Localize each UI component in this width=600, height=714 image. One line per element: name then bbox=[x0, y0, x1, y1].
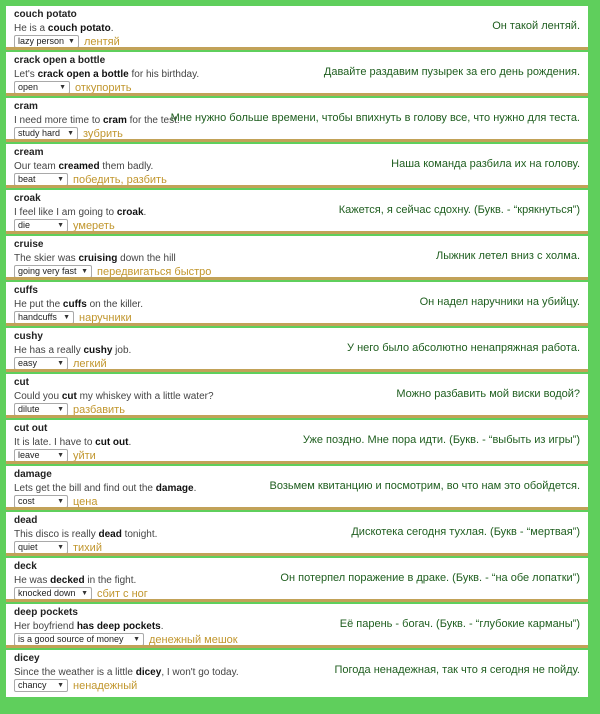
meaning-select[interactable] bbox=[14, 173, 68, 186]
answer-row bbox=[14, 541, 102, 554]
answer-row bbox=[14, 633, 238, 646]
dropdown-arrow-icon: ▼ bbox=[133, 636, 140, 643]
russian-gloss: денежный мешок bbox=[149, 633, 238, 646]
term-heading: cuffs bbox=[14, 285, 38, 296]
dropdown-arrow-icon: ▼ bbox=[63, 314, 70, 321]
meaning-select-value: beat bbox=[18, 174, 36, 184]
russian-gloss: легкий bbox=[73, 357, 107, 370]
sentence-text: This disco is really bbox=[14, 529, 99, 540]
sentence-translation: Он надел наручники на убийцу. bbox=[419, 296, 580, 308]
answer-row bbox=[14, 265, 211, 278]
highlighted-term: creamed bbox=[58, 161, 100, 172]
vocab-card bbox=[6, 512, 588, 556]
sentence-text: He is a bbox=[14, 23, 48, 34]
sentence-text: I feel like I am going to bbox=[14, 207, 117, 218]
example-sentence bbox=[14, 23, 113, 34]
sentence-text: my whiskey with a little water? bbox=[76, 391, 214, 402]
example-sentence bbox=[14, 69, 199, 80]
highlighted-term: cuffs bbox=[62, 299, 87, 310]
sentence-translation: Уже поздно. Мне пора идти. (Букв. - “выбыть из игры”) bbox=[302, 434, 580, 446]
vocab-card bbox=[6, 236, 588, 280]
dropdown-arrow-icon: ▼ bbox=[57, 406, 64, 413]
russian-gloss: умереть bbox=[73, 219, 115, 232]
sentence-text: . bbox=[160, 621, 164, 632]
meaning-select-value: die bbox=[18, 220, 31, 230]
term-heading: crack open a bottle bbox=[14, 55, 106, 66]
sentence-text: I need more time to bbox=[14, 115, 103, 126]
vocab-card bbox=[6, 604, 588, 648]
sentence-translation: Возьмем квитанцию и посмотрим, во что нам это обойдется. bbox=[269, 480, 580, 492]
sentence-translation: Можно разбавить мой виски водой? bbox=[396, 388, 580, 400]
highlighted-term: croak bbox=[116, 207, 144, 218]
answer-row bbox=[14, 679, 137, 692]
term-heading: couch potato bbox=[14, 9, 77, 20]
meaning-select[interactable] bbox=[14, 265, 92, 278]
russian-gloss: ненадежный bbox=[73, 679, 138, 692]
example-sentence bbox=[14, 299, 143, 310]
answer-row bbox=[14, 587, 148, 600]
highlighted-term: dicey bbox=[135, 667, 162, 678]
sentence-text: them badly. bbox=[99, 161, 154, 172]
meaning-select[interactable] bbox=[14, 35, 79, 48]
sentence-translation: Он такой лентяй. bbox=[492, 20, 580, 32]
meaning-select[interactable] bbox=[14, 449, 68, 462]
vocab-card bbox=[6, 328, 588, 372]
example-sentence bbox=[14, 667, 239, 678]
russian-gloss: зубрить bbox=[83, 127, 123, 140]
term-heading: cram bbox=[14, 101, 38, 112]
meaning-select-value: quiet bbox=[18, 542, 38, 552]
meaning-select-value: open bbox=[18, 82, 39, 92]
sentence-text: down the hill bbox=[117, 253, 176, 264]
vocab-card bbox=[6, 98, 588, 142]
meaning-select[interactable] bbox=[14, 357, 68, 370]
highlighted-term: cut bbox=[61, 391, 77, 402]
vocab-card bbox=[6, 144, 588, 188]
dropdown-arrow-icon: ▼ bbox=[57, 544, 64, 551]
russian-gloss: тихий bbox=[73, 541, 102, 554]
vocab-card bbox=[6, 466, 588, 510]
term-heading: dicey bbox=[14, 653, 40, 664]
sentence-text: He put the bbox=[14, 299, 63, 310]
answer-row bbox=[14, 219, 115, 232]
example-sentence bbox=[14, 621, 164, 632]
term-heading: deck bbox=[14, 561, 37, 572]
example-sentence bbox=[14, 575, 136, 586]
term-heading: cut bbox=[14, 377, 29, 388]
vocab-card bbox=[6, 374, 588, 418]
example-sentence bbox=[14, 207, 146, 218]
highlighted-term: damage bbox=[155, 483, 194, 494]
sentence-translation: Дискотека сегодня тухлая. (Букв - “мертвая”) bbox=[351, 526, 580, 538]
sentence-text: tonight. bbox=[121, 529, 158, 540]
meaning-select-value: study hard bbox=[18, 128, 61, 138]
russian-gloss: откупорить bbox=[75, 81, 132, 94]
russian-gloss: сбит с ног bbox=[97, 587, 148, 600]
meaning-select[interactable] bbox=[14, 541, 68, 554]
term-heading: cruise bbox=[14, 239, 44, 250]
sentence-text: Lets get the bill and find out the bbox=[14, 483, 156, 494]
sentence-translation: Давайте раздавим пузырек за его день рождения. bbox=[323, 66, 580, 78]
term-heading: deep pockets bbox=[14, 607, 78, 618]
sentence-translation: Её парень - богач. (Букв. - “глубокие карманы”) bbox=[339, 618, 580, 630]
term-heading: croak bbox=[14, 193, 41, 204]
term-heading: dead bbox=[14, 515, 38, 526]
dropdown-arrow-icon: ▼ bbox=[81, 590, 88, 597]
sentence-text: Could you bbox=[14, 391, 62, 402]
meaning-select[interactable] bbox=[14, 81, 70, 94]
sentence-text: . bbox=[143, 207, 147, 218]
vocab-card bbox=[6, 650, 588, 697]
russian-gloss: разбавить bbox=[73, 403, 125, 416]
answer-row bbox=[14, 35, 120, 48]
sentence-text: job. bbox=[112, 345, 132, 356]
answer-row bbox=[14, 311, 132, 324]
meaning-select[interactable] bbox=[14, 219, 68, 232]
answer-row bbox=[14, 357, 107, 370]
sentence-translation: Лыжник летел вниз с холма. bbox=[435, 250, 580, 262]
example-sentence bbox=[14, 115, 180, 126]
dropdown-arrow-icon: ▼ bbox=[67, 130, 74, 137]
meaning-select[interactable] bbox=[14, 403, 68, 416]
sentence-translation: Он потерпел поражение в драке. (Букв. - “на обе лопатки”) bbox=[280, 572, 580, 584]
meaning-select[interactable] bbox=[14, 679, 68, 692]
sentence-text: Let's bbox=[14, 69, 38, 80]
answer-row bbox=[14, 81, 131, 94]
sentence-text: . bbox=[110, 23, 114, 34]
russian-gloss: наручники bbox=[79, 311, 132, 324]
answer-row bbox=[14, 495, 98, 508]
dropdown-arrow-icon: ▼ bbox=[59, 84, 66, 91]
russian-gloss: лентяй bbox=[83, 35, 120, 48]
dropdown-arrow-icon: ▼ bbox=[68, 38, 75, 45]
vocab-card bbox=[6, 558, 588, 602]
russian-gloss: победить, разбить bbox=[73, 173, 167, 186]
dropdown-arrow-icon: ▼ bbox=[57, 222, 64, 229]
sentence-translation: Наша команда разбила их на голову. bbox=[391, 158, 580, 170]
meaning-select-value: going very fast bbox=[18, 266, 77, 276]
sentence-text: It is late. I have to bbox=[14, 437, 96, 448]
meaning-select-value: dilute bbox=[18, 404, 40, 414]
vocab-card bbox=[6, 420, 588, 464]
dropdown-arrow-icon: ▼ bbox=[57, 176, 64, 183]
highlighted-term: dead bbox=[98, 529, 122, 540]
highlighted-term: cut out bbox=[95, 437, 129, 448]
meaning-select-value: handcuffs bbox=[18, 312, 57, 322]
sentence-text: , I won't go today. bbox=[161, 667, 239, 678]
vocab-card bbox=[6, 52, 588, 96]
meaning-select[interactable] bbox=[14, 633, 144, 646]
highlighted-term: cushy bbox=[83, 345, 113, 356]
example-sentence bbox=[14, 345, 131, 356]
example-sentence bbox=[14, 483, 196, 494]
highlighted-term: has deep pockets bbox=[76, 621, 161, 632]
dropdown-arrow-icon: ▼ bbox=[81, 268, 88, 275]
answer-row bbox=[14, 173, 167, 186]
sentence-text: on the killer. bbox=[86, 299, 143, 310]
sentence-text: . bbox=[128, 437, 132, 448]
meaning-select-value: lazy person bbox=[18, 36, 65, 46]
highlighted-term: couch potato bbox=[47, 23, 111, 34]
term-heading: cushy bbox=[14, 331, 43, 342]
example-sentence bbox=[14, 529, 157, 540]
dropdown-arrow-icon: ▼ bbox=[57, 452, 64, 459]
sentence-text: He has a really bbox=[14, 345, 84, 356]
sentence-translation: Мне нужно больше времени, чтобы впихнуть в голову все, что нужно для теста. bbox=[170, 112, 580, 124]
meaning-select-value: knocked down bbox=[18, 588, 76, 598]
answer-row bbox=[14, 127, 123, 140]
sentence-translation: У него было абсолютно ненапряжная работа. bbox=[347, 342, 580, 354]
vocab-card bbox=[6, 282, 588, 326]
meaning-select-value: cost bbox=[18, 496, 35, 506]
term-heading: cut out bbox=[14, 423, 48, 434]
example-sentence bbox=[14, 161, 153, 172]
sentence-text: The skier was bbox=[14, 253, 79, 264]
answer-row bbox=[14, 403, 125, 416]
sentence-translation: Кажется, я сейчас сдохну. (Букв. - “крякнуться”) bbox=[338, 204, 580, 216]
term-heading: cream bbox=[14, 147, 44, 158]
example-sentence bbox=[14, 253, 176, 264]
highlighted-term: cruising bbox=[78, 253, 118, 264]
meaning-select[interactable] bbox=[14, 311, 74, 324]
sentence-text: for the test. bbox=[126, 115, 180, 126]
meaning-select-value: is a good source of money bbox=[18, 634, 124, 644]
example-sentence bbox=[14, 437, 131, 448]
dropdown-arrow-icon: ▼ bbox=[57, 360, 64, 367]
dropdown-arrow-icon: ▼ bbox=[57, 498, 64, 505]
meaning-select-value: leave bbox=[18, 450, 40, 460]
sentence-text: He was bbox=[14, 575, 51, 586]
example-sentence bbox=[14, 391, 214, 402]
meaning-select[interactable] bbox=[14, 127, 78, 140]
answer-row bbox=[14, 449, 96, 462]
meaning-select-value: easy bbox=[18, 358, 38, 368]
meaning-select[interactable] bbox=[14, 495, 68, 508]
highlighted-term: cram bbox=[102, 115, 127, 126]
sentence-text: . bbox=[193, 483, 197, 494]
russian-gloss: цена bbox=[73, 495, 98, 508]
russian-gloss: передвигаться быстро bbox=[97, 265, 212, 278]
sentence-text: Our team bbox=[14, 161, 59, 172]
highlighted-term: decked bbox=[50, 575, 85, 586]
vocab-card bbox=[6, 6, 588, 50]
highlighted-term: crack open a bottle bbox=[37, 69, 129, 80]
meaning-select[interactable] bbox=[14, 587, 92, 600]
sentence-text: for his birthday. bbox=[128, 69, 200, 80]
meaning-select-value: chancy bbox=[18, 680, 47, 690]
term-heading: damage bbox=[14, 469, 52, 480]
vocab-card bbox=[6, 190, 588, 234]
dropdown-arrow-icon: ▼ bbox=[57, 682, 64, 689]
sentence-text: Since the weather is a little bbox=[14, 667, 136, 678]
russian-gloss: уйти bbox=[73, 449, 96, 462]
sentence-text: Her boyfriend bbox=[14, 621, 77, 632]
sentence-translation: Погода ненадежная, так что я сегодня не пойду. bbox=[334, 664, 580, 676]
sentence-text: in the fight. bbox=[84, 575, 137, 586]
